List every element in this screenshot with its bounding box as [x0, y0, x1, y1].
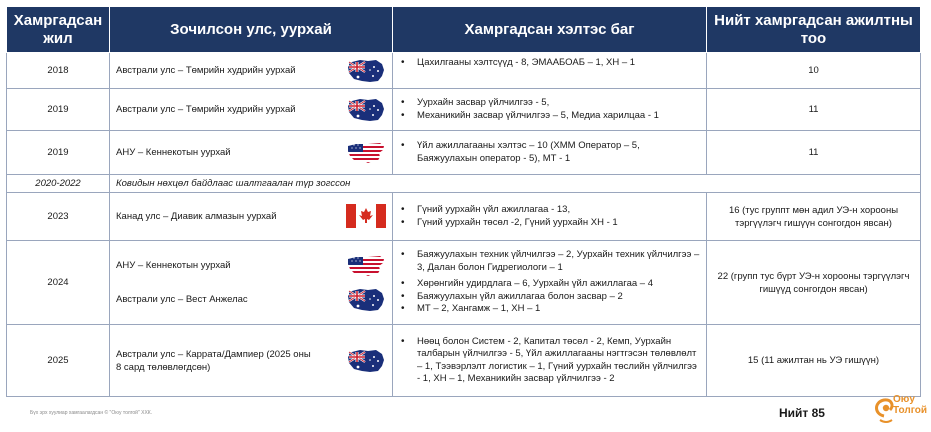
covid-row	[7, 175, 921, 193]
table-row	[7, 193, 921, 241]
usa-flag-icon	[346, 253, 386, 279]
table-row	[7, 325, 921, 397]
table-row	[7, 241, 921, 325]
year-cell: 2023	[7, 193, 110, 241]
count-cell: 16 (тус группт мөн адил УЭ-н хорооны тэргүүлэгч гишүүн сонгогдон явсан)	[707, 193, 921, 241]
job-item: • Хөрөнгийн удирдлага – 6, Уурхайн үйл ажиллагаа – 4	[399, 278, 700, 291]
logo-line-2: Толгой	[893, 405, 927, 416]
total-count: Нийт 85	[779, 406, 825, 420]
host-cell	[110, 131, 393, 175]
host-label: Австрали улс – Төмрийн худрийн уурхай	[116, 104, 296, 115]
australia-flag-icon	[346, 58, 386, 84]
year-cell: 2019	[7, 89, 110, 131]
host-cell	[110, 53, 393, 89]
usa-flag-icon	[346, 140, 386, 166]
job-cell	[393, 89, 707, 131]
job-item: • Гүний уурхайн төсөл -2, Гүний уурхайн ХН - 1	[399, 217, 700, 230]
count-cell: 11	[707, 131, 921, 175]
australia-flag-icon	[346, 287, 386, 313]
year-cell: 2025	[7, 325, 110, 397]
header-host: Зочилсон улс, уурхай	[110, 7, 393, 53]
host-label: Австрали улс – Төмрийн худрийн уурхай	[116, 65, 296, 76]
host-cell	[110, 193, 393, 241]
job-item: • Баяжуулахын техник үйлчилгээ – 2, Уурхайн техник үйлчилгээ – 3, Далан болон Гидрегиологи – 1	[399, 249, 700, 274]
australia-flag-icon	[346, 348, 386, 374]
australia-flag-icon	[346, 97, 386, 123]
header-year: Хамргадсан жил	[7, 7, 110, 53]
host-cell	[110, 89, 393, 131]
count-cell: 15 (11 ажилтан нь УЭ гишүүн)	[707, 325, 921, 397]
job-cell	[393, 53, 707, 89]
count-cell: 22 (групп тус бүрт УЭ-н хорооны тэргүүлэгч гишүүд сонгогдон явсан)	[707, 241, 921, 325]
count-cell: 11	[707, 89, 921, 131]
host-cell	[110, 325, 393, 397]
host-label: Канад улс – Диавик алмазын уурхай	[116, 211, 277, 222]
table-row	[7, 53, 921, 89]
logo-line-1: Оюу	[893, 394, 915, 405]
covid-years: 2020-2022	[7, 175, 110, 193]
covid-note: Ковидын нөхцөл байдлаас шалтгаалан түр зогссон	[110, 175, 921, 193]
canada-flag-icon	[346, 204, 386, 230]
table-row	[7, 131, 921, 175]
year-cell: 2024	[7, 241, 110, 325]
job-item: • Баяжуулахын үйл ажиллагаа болон засвар – 2	[399, 291, 700, 304]
host-label: АНУ – Кеннекотын уурхай	[116, 260, 231, 271]
table-row	[7, 89, 921, 131]
host-label: Австрали улс – Каррата/Дампиер (2025 оны 8 сард төлөвлөгдсөн)	[116, 348, 311, 373]
job-cell	[393, 131, 707, 175]
job-item: • Үйл ажиллагааны хэлтэс – 10 (ХММ Оператор – 5, Баяжуулахын оператор - 5), МТ - 1	[399, 140, 700, 165]
job-item: • МТ – 2, Хангамж – 1, ХН – 1	[399, 303, 700, 316]
count-cell: 10	[707, 53, 921, 89]
job-item: • Уурхайн засвар үйлчилгээ - 5,	[399, 97, 700, 110]
table-header-row	[7, 7, 921, 53]
job-cell	[393, 193, 707, 241]
host-cell	[110, 241, 393, 325]
host-label: Австрали улс – Вест Анжелас	[116, 294, 248, 305]
job-item: • Цахилгааны хэлтсүүд - 8, ЭМААБОАБ – 1, ХН – 1	[399, 57, 700, 70]
job-cell	[393, 325, 707, 397]
job-item: • Нөөц болон Систем - 2, Капитал төсөл - 2, Кемп, Уурхайн талбарын үйлчилгээ - 5, Үйл ажиллагааны нэгтгэсэн төлөвлөлт – 1, Тээвэрлэлт логистик – 1, Гүний уурхайн төслийн үйлчилгээ - 1, ХН – 1, Механикийн засвар үйлчилгээ - 2	[399, 336, 700, 386]
year-cell: 2018	[7, 53, 110, 89]
job-item: • Механикийн засвар үйлчилгээ – 5, Медиа харилцаа - 1	[399, 110, 700, 123]
job-item: • Гүний уурхайн үйл ажиллагаа - 13,	[399, 204, 700, 217]
job-cell	[393, 241, 707, 325]
logo-wordmark	[893, 394, 927, 416]
copyright-note: Бүх эрх хуулиар хамгаалагдсан © "Оюу толгой" ХХК.	[30, 410, 153, 416]
year-cell: 2019	[7, 131, 110, 175]
header-count: Нийт хамргадсан ажилтны тоо	[707, 7, 921, 53]
header-job: Хамргадсан хэлтэс баг	[393, 7, 707, 53]
host-label: АНУ – Кеннекотын уурхай	[116, 147, 231, 158]
training-table	[6, 6, 921, 397]
